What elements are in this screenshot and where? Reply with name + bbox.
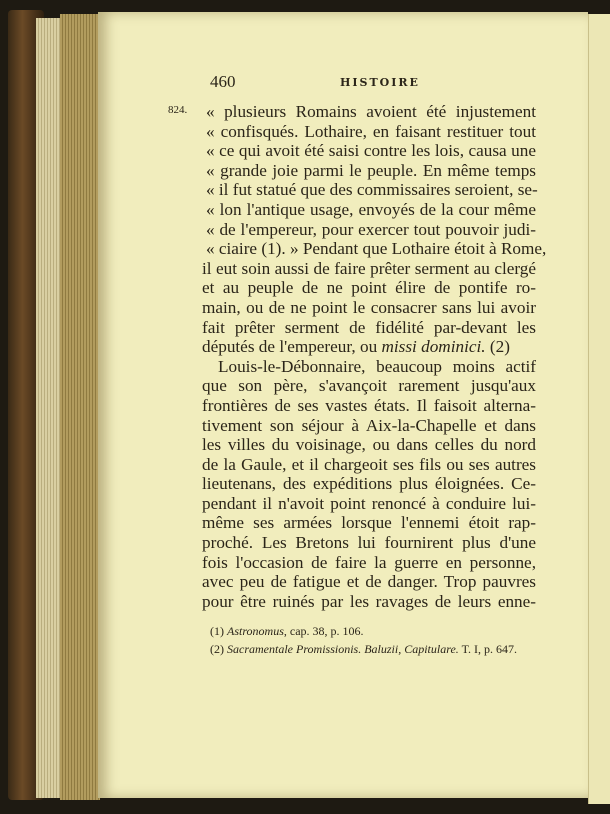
- text-line: [202, 376, 536, 396]
- line-text: « ce qui avoit été saisi contre les lois, causa une: [206, 141, 536, 161]
- line-text: « ciaire (1). » Pendant que Lothaire étoit à Rome,: [206, 239, 547, 259]
- text-line: [202, 337, 536, 357]
- line-text: même ses armées lorsque l'ennemi étoit rap-: [202, 513, 536, 533]
- line-text: fait prêter serment de fidélité par-devant les: [202, 317, 536, 337]
- line-text: pour être ruinés par les ravages de leurs enne-: [202, 591, 536, 611]
- text-line: [202, 220, 536, 240]
- footnote-rest: , cap. 38, p. 106.: [283, 624, 364, 638]
- text-line: [202, 200, 536, 220]
- footnote-italic: Sacramentale Promissionis. Baluzii, Capitulare.: [227, 642, 459, 656]
- text-line: [202, 102, 536, 122]
- line-text: que son père, s'avançoit rarement jusqu'aux: [202, 376, 536, 396]
- line-text: « grande joie parmi le peuple. En même temps: [206, 160, 536, 180]
- text-line: [202, 416, 536, 436]
- text-line: [202, 553, 536, 573]
- line-text: lieutenans, des expéditions plus éloignées. Ce-: [202, 474, 536, 494]
- line-text: « confisqués. Lothaire, en faisant restituer tout: [206, 121, 536, 141]
- line-text: proché. Les Bretons lui fournirent plus d'une: [202, 533, 536, 553]
- footnote-ref: (2): [485, 337, 510, 357]
- text-line: [202, 572, 536, 592]
- footnote: [200, 622, 530, 640]
- italic-term: missi dominici.: [381, 337, 486, 357]
- text-line: [202, 259, 536, 279]
- line-text: Louis-le-Débonnaire, beaucoup moins actif: [218, 356, 536, 376]
- text-line: [202, 474, 536, 494]
- footnote-mark: (2): [210, 642, 227, 656]
- text-line: [202, 494, 536, 514]
- running-title: HISTOIRE: [340, 76, 420, 89]
- text-line: [202, 122, 536, 142]
- line-text: tivement son séjour à Aix-la-Chapelle et dans: [202, 415, 536, 435]
- line-text: avec peu de fatigue et de danger. Trop pauvres: [202, 572, 536, 592]
- text-line: [202, 435, 536, 455]
- text-line: [202, 141, 536, 161]
- footnote-mark: (1): [210, 624, 227, 638]
- footnotes: [200, 622, 530, 658]
- text-line: [202, 592, 536, 612]
- line-text: « de l'empereur, pour exercer tout pouvoir judi-: [206, 219, 536, 239]
- text-line: [202, 180, 536, 200]
- facing-page-edge: [588, 14, 610, 804]
- text-line: [202, 513, 536, 533]
- line-text: de la Gaule, et il chargeoit ses fils ou ses autres: [202, 454, 536, 474]
- line-text: pendant il n'avoit point renoncé à conduire lui-: [202, 493, 536, 513]
- text-line: [202, 161, 536, 181]
- body-text: [202, 102, 547, 611]
- text-line: [202, 357, 536, 377]
- text-line: [202, 278, 536, 298]
- line-text: « il fut statué que des commissaires seroient, se-: [206, 180, 538, 200]
- page-number: 460: [210, 72, 236, 91]
- line-text: main, ou de ne point le consacrer sans lui avoir: [202, 297, 536, 317]
- text-line: [202, 298, 536, 318]
- line-text: frontières de ses vastes états. Il faisoit alterna-: [202, 395, 536, 415]
- line-text: et au peuple de ne point élire de pontife ro-: [202, 278, 536, 298]
- footnote-rest: T. I, p. 647.: [458, 642, 517, 656]
- margin-year: 824.: [168, 104, 188, 116]
- line-text: les villes du voisinage, ou dans celles du nord: [202, 435, 536, 455]
- footnote-italic: Astronomus: [227, 624, 284, 638]
- line-text: fois l'occasion de faire la guerre en personne,: [202, 552, 536, 572]
- footnote: [200, 640, 530, 658]
- line-text: « plusieurs Romains avoient été injustement: [206, 102, 536, 121]
- text-line: [202, 239, 547, 259]
- line-text: « lon l'antique usage, envoyés de la cour même: [206, 199, 536, 219]
- page-edges-gilt: [60, 14, 100, 800]
- text-line: [202, 455, 536, 475]
- text-line: [202, 396, 536, 416]
- running-header: [210, 72, 540, 94]
- text-line: [202, 318, 536, 338]
- text-line: [202, 533, 536, 553]
- line-text: députés de l'empereur, ou: [202, 337, 382, 357]
- line-text: il eut soin aussi de faire prêter serment au clergé: [202, 258, 536, 278]
